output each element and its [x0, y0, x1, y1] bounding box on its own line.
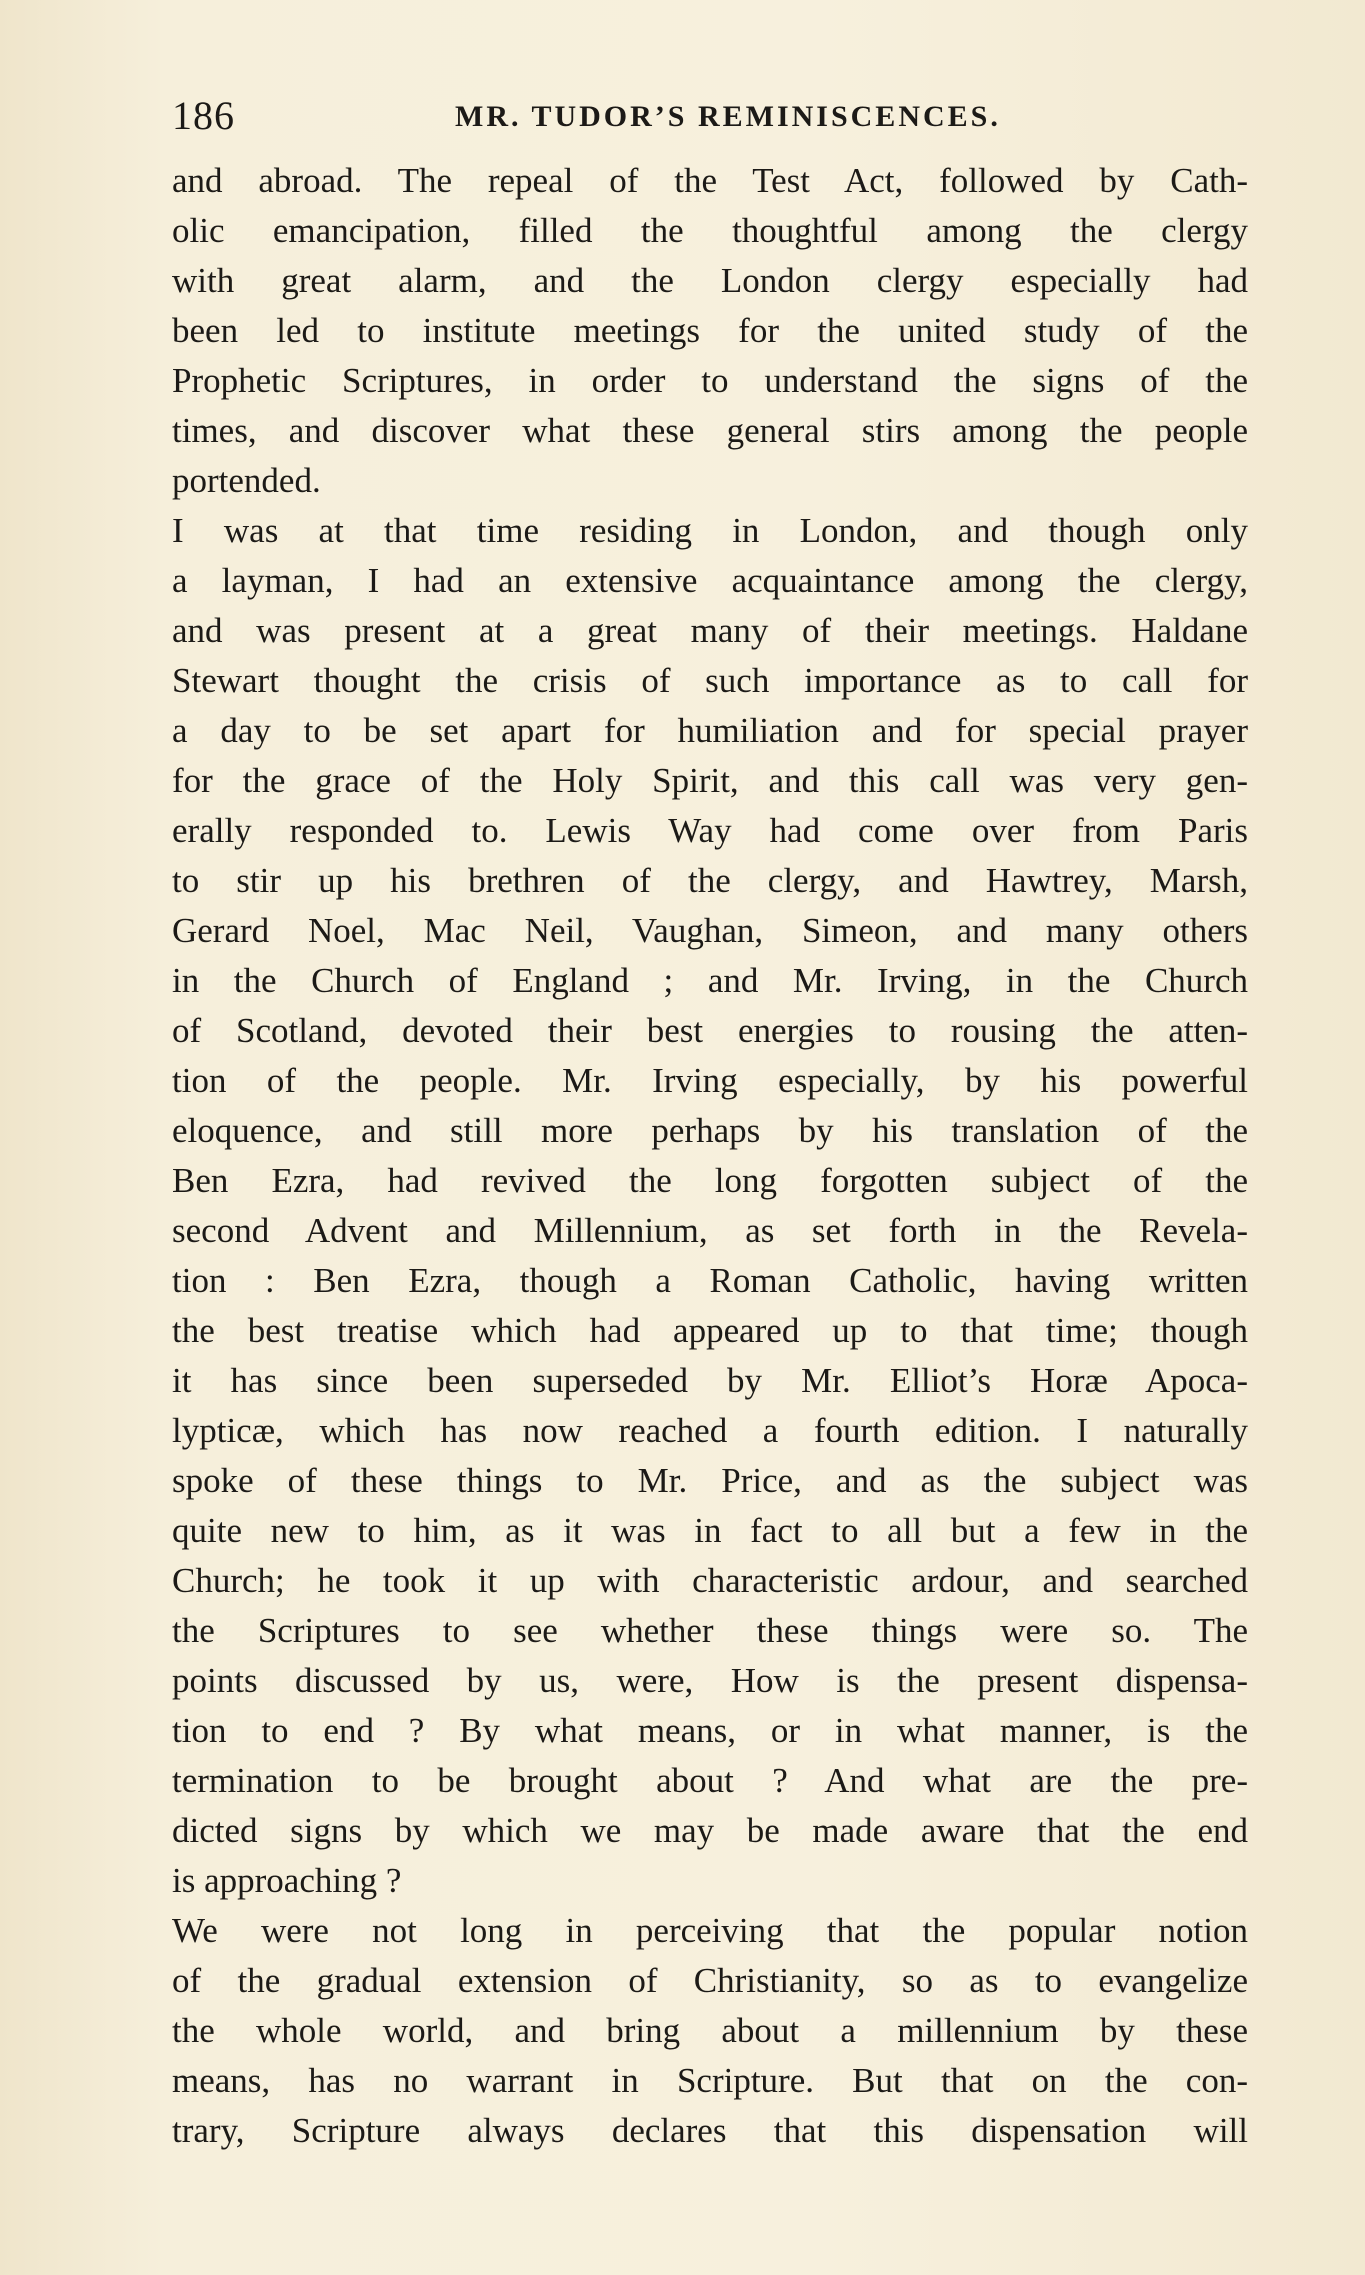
text-line: means, has no warrant in Scripture. But that on the con-: [172, 2061, 1248, 2100]
text-line: portended.: [172, 461, 321, 500]
text-line: is approaching ?: [172, 1861, 402, 1900]
text-line: with great alarm, and the London clergy especially had: [172, 261, 1248, 300]
text-line: erally responded to. Lewis Way had come over from Paris: [172, 811, 1248, 850]
text-line: olic emancipation, filled the thoughtful among the clergy: [172, 211, 1248, 250]
body-text: [172, 156, 1248, 2156]
text-line: Gerard Noel, Mac Neil, Vaughan, Simeon, and many others: [172, 911, 1248, 950]
text-line: Church; he took it up with characteristic ardour, and searched: [172, 1561, 1248, 1600]
running-head: MR. TUDOR’S REMINISCENCES.: [455, 100, 1001, 133]
text-line: the best treatise which had appeared up to that time; though: [172, 1311, 1248, 1350]
text-line: the whole world, and bring about a millennium by these: [172, 2011, 1248, 2050]
text-line: for the grace of the Holy Spirit, and this call was very gen-: [172, 761, 1248, 800]
text-line: it has since been superseded by Mr. Elliot’s Horæ Apoca-: [172, 1361, 1248, 1400]
text-line: second Advent and Millennium, as set forth in the Revela-: [172, 1211, 1248, 1250]
text-line: Ben Ezra, had revived the long forgotten subject of the: [172, 1161, 1248, 1200]
text-line: and was present at a great many of their meetings. Haldane: [172, 611, 1248, 650]
text-line: tion to end ? By what means, or in what manner, is the: [172, 1711, 1248, 1750]
text-line: been led to institute meetings for the united study of the: [172, 311, 1248, 350]
text-line: We were not long in perceiving that the popular notion: [172, 1911, 1248, 1950]
text-line: and abroad. The repeal of the Test Act, followed by Cath-: [172, 161, 1248, 200]
text-line: I was at that time residing in London, and though only: [172, 511, 1248, 550]
text-line: Stewart thought the crisis of such importance as to call for: [172, 661, 1248, 700]
text-line: eloquence, and still more perhaps by his translation of the: [172, 1111, 1248, 1150]
text-line: of the gradual extension of Christianity, so as to evangelize: [172, 1961, 1248, 2000]
text-line: dicted signs by which we may be made aware that the end: [172, 1811, 1248, 1850]
text-line: lypticæ, which has now reached a fourth edition. I naturally: [172, 1411, 1248, 1450]
text-line: a day to be set apart for humiliation and for special prayer: [172, 711, 1248, 750]
text-line: times, and discover what these general stirs among the people: [172, 411, 1248, 450]
page-header: [172, 92, 1252, 142]
text-line: tion of the people. Mr. Irving especially, by his powerful: [172, 1061, 1248, 1100]
page-number: 186: [172, 93, 235, 138]
text-line: Prophetic Scriptures, in order to understand the signs of the: [172, 361, 1248, 400]
text-line: tion : Ben Ezra, though a Roman Catholic, having written: [172, 1261, 1248, 1300]
text-line: a layman, I had an extensive acquaintance among the clergy,: [172, 561, 1248, 600]
text-line: termination to be brought about ? And what are the pre-: [172, 1761, 1248, 1800]
text-line: points discussed by us, were, How is the present dispensa-: [172, 1661, 1248, 1700]
text-line: trary, Scripture always declares that this dispensation will: [172, 2111, 1248, 2150]
text-line: the Scriptures to see whether these things were so. The: [172, 1611, 1248, 1650]
text-line: quite new to him, as it was in fact to all but a few in the: [172, 1511, 1248, 1550]
text-line: to stir up his brethren of the clergy, and Hawtrey, Marsh,: [172, 861, 1248, 900]
text-line: of Scotland, devoted their best energies to rousing the atten-: [172, 1011, 1248, 1050]
text-line: in the Church of England ; and Mr. Irving, in the Church: [172, 961, 1248, 1000]
text-line: spoke of these things to Mr. Price, and as the subject was: [172, 1461, 1248, 1500]
